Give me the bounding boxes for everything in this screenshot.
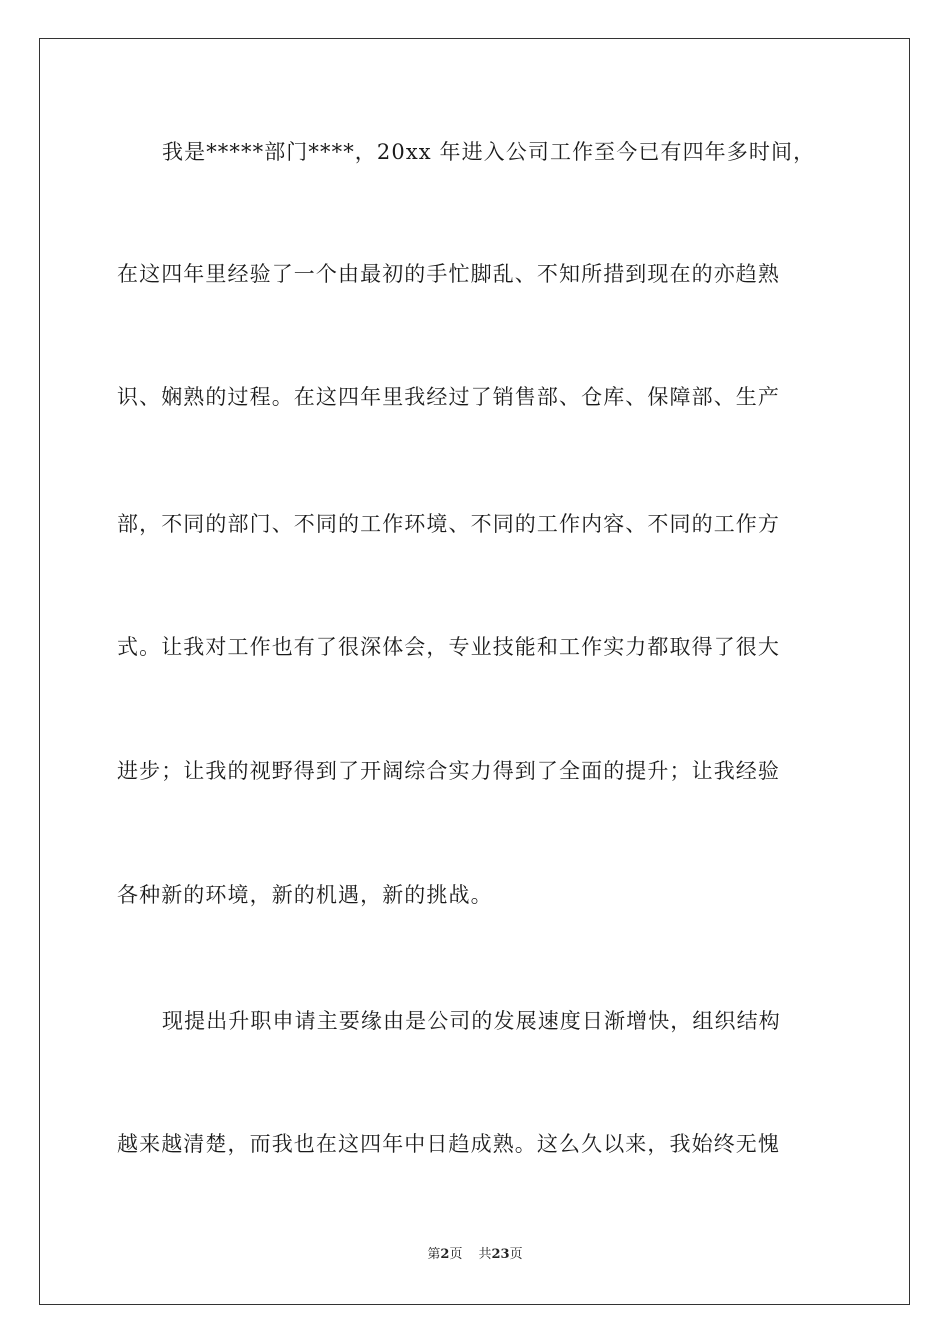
- page-border: [39, 38, 910, 1305]
- page-suffix: 页: [449, 1247, 463, 1262]
- total-pages: 23: [491, 1247, 510, 1262]
- total-suffix: 页: [509, 1247, 523, 1262]
- paragraph-1-line-6: 进步；让我的视野得到了开阔综合实力得到了全面的提升；让我经验: [117, 759, 780, 783]
- total-prefix: 共: [478, 1247, 492, 1262]
- paragraph-1-line-7: 各种新的环境，新的机遇，新的挑战。: [117, 883, 493, 907]
- paragraph-1-line-4: 部，不同的部门、不同的工作环境、不同的工作内容、不同的工作方: [117, 512, 780, 536]
- paragraph-1-line-3: 识、娴熟的过程。在这四年里我经过了销售部、仓库、保障部、生产: [117, 385, 780, 409]
- paragraph-2-line-1: 现提出升职申请主要缘由是公司的发展速度日渐增快，组织结构: [162, 1009, 781, 1033]
- page-prefix: 第: [427, 1247, 441, 1262]
- page-footer: [0, 1246, 950, 1264]
- paragraph-1-line-1: 我是*****部门****，20xx 年进入公司工作至今已有四年多时间，: [162, 140, 816, 164]
- paragraph-1-line-5: 式。让我对工作也有了很深体会，专业技能和工作实力都取得了很大: [117, 635, 780, 659]
- paragraph-2-line-2: 越来越清楚，而我也在这四年中日趋成熟。这么久以来，我始终无愧: [117, 1132, 780, 1156]
- page-number: 2: [440, 1247, 450, 1262]
- paragraph-1-line-2: 在这四年里经验了一个由最初的手忙脚乱、不知所措到现在的亦趋熟: [117, 262, 780, 286]
